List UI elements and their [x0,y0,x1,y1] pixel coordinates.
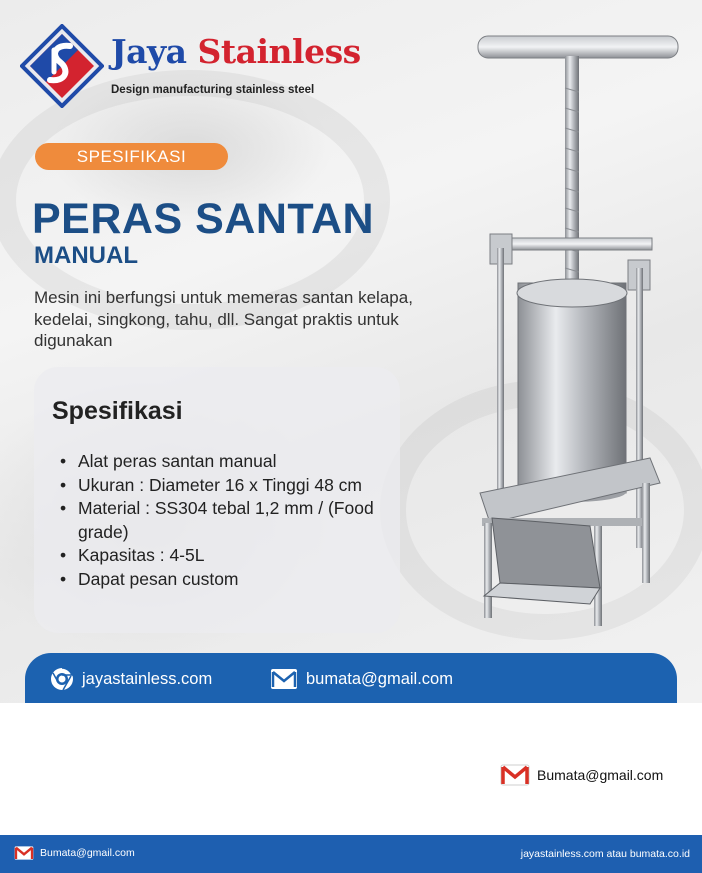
website-text: jayastainless.com [82,669,213,688]
spec-heading: Spesifikasi [52,397,183,425]
chrome-icon [50,667,74,691]
gmail-icon [500,763,530,787]
spec-item: • Alat peras santan manual [60,451,277,471]
product-description: Mesin ini berfungsi untuk memeras santan kelapa, kedelai, singkong, tahu, dll. Sangat praktis untuk digunakan [34,288,413,350]
spec-item: • Material : SS304 tebal 1,2 mm / (Food grade) [60,498,374,542]
spec-list [60,450,400,592]
mail-icon [270,668,298,690]
brand-tagline: Design manufacturing stainless steel [111,84,315,96]
coconut-press-machine-image [470,28,685,633]
footer-websites[interactable]: jayastainless.com atau bumata.co.id [520,848,690,860]
spesifikasi-badge: SPESIFIKASI [35,143,228,170]
gmail-icon [14,845,34,861]
brand-name: Jaya Stainless [111,32,361,71]
footer-email[interactable] [14,845,135,861]
email-text: bumata@gmail.com [306,669,453,688]
spec-item: • Dapat pesan custom [60,568,239,589]
brand-logo-icon [20,24,104,108]
spec-item: • Ukuran : Diameter 16 x Tinggi 48 cm [60,474,363,495]
product-title: PERAS SANTAN [32,195,375,243]
email-contact[interactable] [270,666,453,692]
footer-bar [0,835,702,873]
spec-item: • Kapasitas : 4-5L [60,545,205,566]
floating-email[interactable] [500,762,663,788]
footer-email-text: Bumata@gmail.com [40,847,135,859]
website-contact[interactable] [50,666,212,692]
product-subtitle: MANUAL [34,242,138,269]
floating-email-text: Bumata@gmail.com [537,767,664,783]
